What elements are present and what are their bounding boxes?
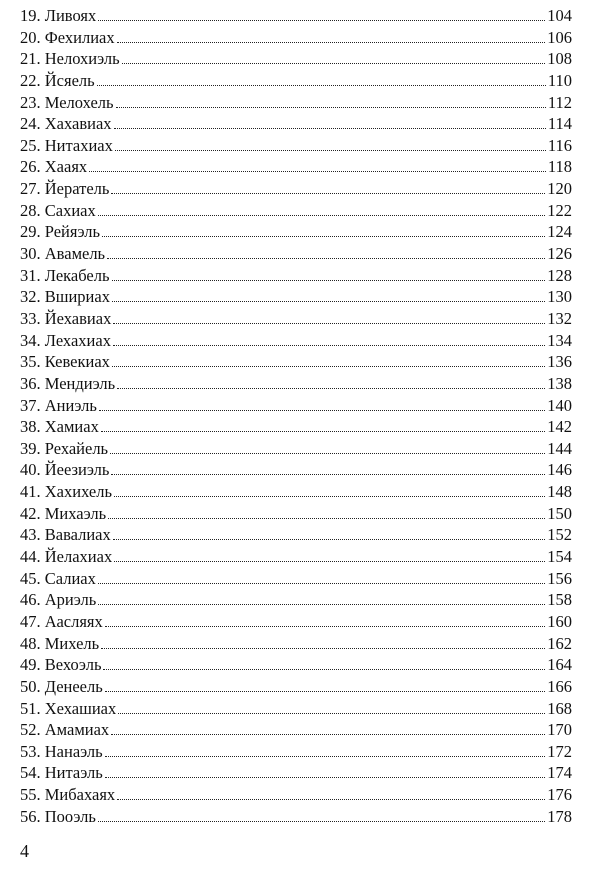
toc-entry-title: 39. Рехайель (20, 438, 109, 458)
toc-entry-title: 20. Фехилиах (20, 27, 115, 47)
toc-entry (20, 265, 572, 287)
dot-leader (97, 84, 546, 86)
table-of-contents (20, 5, 572, 827)
toc-entry-title: 47. Аасляях (20, 611, 103, 631)
toc-entry-page: 132 (547, 308, 572, 328)
dot-leader (98, 19, 545, 21)
toc-entry-page: 106 (547, 27, 572, 47)
dot-leader (98, 820, 545, 822)
toc-entry-title: 56. Пооэль (20, 806, 96, 826)
dot-leader (117, 798, 545, 800)
toc-entry-title: 27. Йератель (20, 179, 110, 199)
toc-entry (20, 5, 572, 27)
toc-entry-title: 28. Сахиах (20, 200, 96, 220)
toc-entry-title: 22. Йсяель (20, 70, 95, 90)
toc-entry-title: 46. Ариэль (20, 590, 97, 610)
toc-entry-page: 162 (547, 633, 572, 653)
toc-entry (20, 330, 572, 352)
toc-entry (20, 741, 572, 763)
toc-entry-page: 122 (547, 200, 572, 220)
toc-entry (20, 395, 572, 417)
dot-leader (103, 668, 545, 670)
dot-leader (98, 582, 545, 584)
toc-entry (20, 676, 572, 698)
toc-entry-page: 144 (547, 438, 572, 458)
toc-entry (20, 568, 572, 590)
dot-leader (114, 495, 545, 497)
toc-entry-page: 154 (547, 547, 572, 567)
dot-leader (117, 387, 545, 389)
toc-entry-title: 21. Нелохиэль (20, 49, 120, 69)
dot-leader (105, 776, 545, 778)
dot-leader (105, 755, 546, 757)
dot-leader (114, 127, 546, 129)
toc-entry-page: 176 (547, 785, 572, 805)
toc-entry (20, 784, 572, 806)
toc-entry (20, 135, 572, 157)
toc-entry-page: 150 (547, 503, 572, 523)
toc-entry (20, 416, 572, 438)
toc-entry-title: 31. Лекабель (20, 265, 110, 285)
toc-entry-page: 170 (547, 720, 572, 740)
toc-entry-page: 104 (547, 6, 572, 25)
toc-entry-title: 45. Салиах (20, 568, 96, 588)
toc-entry-page: 138 (547, 373, 572, 393)
dot-leader (113, 322, 545, 324)
dot-leader (117, 41, 546, 43)
toc-entry-title: 38. Хамиах (20, 417, 99, 437)
toc-entry (20, 351, 572, 373)
toc-entry-page: 112 (547, 92, 572, 112)
dot-leader (111, 192, 545, 194)
toc-entry-title: 44. Йелахиах (20, 547, 113, 567)
toc-entry-title: 26. Хааях (20, 157, 88, 177)
toc-entry-page: 124 (547, 222, 572, 242)
toc-entry-page: 128 (547, 265, 572, 285)
toc-entry-page: 166 (547, 676, 572, 696)
dot-leader (111, 473, 545, 475)
toc-entry-page: 168 (547, 698, 572, 718)
toc-entry-title: 24. Хахавиах (20, 114, 112, 134)
dot-leader (112, 300, 545, 302)
toc-entry (20, 373, 572, 395)
dot-leader (101, 647, 545, 649)
toc-entry (20, 719, 572, 741)
toc-entry (20, 243, 572, 265)
dot-leader (122, 62, 546, 64)
toc-entry-title: 40. Йеезиэль (20, 460, 110, 480)
toc-entry-page: 146 (547, 460, 572, 480)
toc-entry (20, 221, 572, 243)
toc-entry-title: 35. Кевекиах (20, 352, 110, 372)
dot-leader (114, 560, 545, 562)
dot-leader (118, 712, 545, 714)
page-number: 4 (20, 841, 29, 861)
dot-leader (112, 365, 545, 367)
toc-entry (20, 308, 572, 330)
toc-entry (20, 92, 572, 114)
dot-leader (101, 430, 545, 432)
dot-leader (108, 517, 545, 519)
toc-entry-title: 29. Рейяэль (20, 222, 100, 242)
toc-entry (20, 156, 572, 178)
toc-entry (20, 611, 572, 633)
toc-entry-title: 36. Мендиэль (20, 373, 116, 393)
toc-entry-page: 140 (547, 395, 572, 415)
toc-entry (20, 698, 572, 720)
dot-leader (116, 106, 546, 108)
toc-entry-title: 55. Мибахаях (20, 785, 116, 805)
toc-entry-page: 156 (547, 568, 572, 588)
toc-entry-page: 152 (547, 525, 572, 545)
toc-entry-page: 178 (547, 806, 572, 826)
toc-entry-page: 126 (547, 244, 572, 264)
toc-entry-page: 160 (547, 611, 572, 631)
toc-entry-page: 120 (547, 179, 572, 199)
dot-leader (89, 170, 546, 172)
toc-entry (20, 178, 572, 200)
toc-entry-title: 34. Лехахиах (20, 330, 111, 350)
toc-entry-page: 118 (547, 157, 572, 177)
dot-leader (110, 452, 545, 454)
toc-entry (20, 48, 572, 70)
toc-entry-page: 142 (547, 417, 572, 437)
dot-leader (105, 690, 545, 692)
toc-entry-title: 30. Авамель (20, 244, 106, 264)
toc-entry-title: 33. Йехавиах (20, 308, 112, 328)
dot-leader (112, 279, 546, 281)
toc-entry (20, 481, 572, 503)
toc-entry (20, 524, 572, 546)
toc-entry (20, 438, 572, 460)
toc-entry-title: 43. Вавалиах (20, 525, 111, 545)
toc-entry-page: 130 (547, 287, 572, 307)
toc-entry (20, 286, 572, 308)
dot-leader (115, 149, 546, 151)
toc-entry (20, 762, 572, 784)
toc-entry-page: 158 (547, 590, 572, 610)
toc-entry-page: 134 (547, 330, 572, 350)
toc-entry-title: 41. Хахихель (20, 482, 112, 502)
toc-entry (20, 70, 572, 92)
dot-leader (99, 409, 545, 411)
toc-entry (20, 806, 572, 828)
toc-entry-title: 53. Нанаэль (20, 741, 103, 761)
toc-entry-title: 42. Михаэль (20, 503, 107, 523)
toc-entry-title: 50. Денеель (20, 676, 103, 696)
dot-leader (113, 538, 545, 540)
toc-entry (20, 546, 572, 568)
dot-leader (107, 257, 545, 259)
toc-entry (20, 633, 572, 655)
dot-leader (105, 625, 545, 627)
toc-entry (20, 113, 572, 135)
toc-entry-page: 114 (547, 114, 572, 134)
toc-entry (20, 459, 572, 481)
toc-entry-title: 51. Хехашиах (20, 698, 117, 718)
toc-entry-title: 48. Михель (20, 633, 100, 653)
toc-entry-page: 174 (547, 763, 572, 783)
toc-entry (20, 503, 572, 525)
dot-leader (102, 235, 545, 237)
toc-entry-title: 37. Аниэль (20, 395, 97, 415)
toc-entry-page: 110 (547, 70, 572, 90)
toc-entry-page: 136 (547, 352, 572, 372)
toc-entry-page: 172 (547, 741, 572, 761)
toc-entry-page: 164 (547, 655, 572, 675)
toc-entry (20, 27, 572, 49)
toc-entry-title: 23. Мелохель (20, 92, 114, 112)
toc-entry-title: 52. Амамиах (20, 720, 110, 740)
toc-entry-title: 32. Вшириах (20, 287, 110, 307)
toc-entry-title: 19. Ливоях (20, 6, 97, 25)
toc-entry-page: 116 (547, 135, 572, 155)
toc-entry-page: 148 (547, 482, 572, 502)
dot-leader (113, 344, 545, 346)
toc-entry (20, 200, 572, 222)
toc-entry-title: 54. Нитаэль (20, 763, 103, 783)
dot-leader (98, 603, 545, 605)
toc-entry-page: 108 (547, 49, 572, 69)
toc-entry (20, 654, 572, 676)
dot-leader (111, 733, 545, 735)
toc-entry (20, 589, 572, 611)
toc-entry-title: 49. Вехоэль (20, 655, 102, 675)
dot-leader (98, 214, 546, 216)
toc-entry-title: 25. Нитахиах (20, 135, 113, 155)
